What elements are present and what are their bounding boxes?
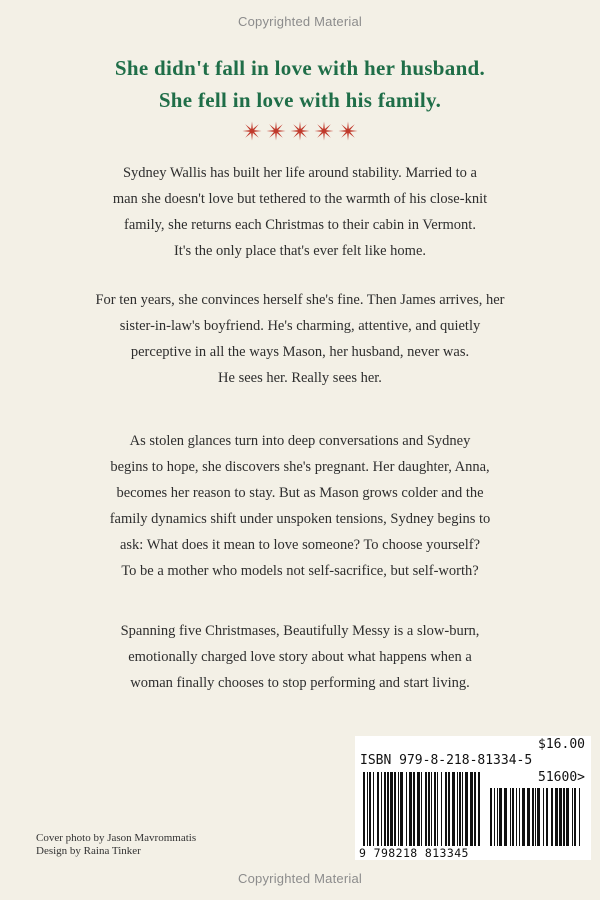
blurb-line: For ten years, she convinces herself she's fine. Then James arrives, her — [95, 292, 505, 308]
blurb-paragraph-1 — [0, 160, 600, 264]
cover-credits — [36, 832, 196, 858]
blurb-line: man she doesn't love but tethered to the warmth of his close-knit — [112, 191, 488, 207]
blurb-line: begins to hope, she discovers she's pregnant. Her daughter, Anna, — [110, 459, 490, 475]
blurb-paragraph-4 — [0, 618, 600, 696]
price-label: $16.00 — [538, 737, 585, 752]
blurb-line: sister-in-law's boyfriend. He's charming, attentive, and quietly — [119, 318, 481, 334]
blurb-line: He sees her. Really sees her. — [218, 370, 382, 386]
photo-credit: Cover photo by Jason Mavrommatis — [36, 832, 197, 844]
blurb-paragraph-2 — [0, 287, 600, 391]
blurb-line: Spanning five Christmases, Beautifully Messy is a slow-burn, — [120, 623, 480, 639]
star-icon — [290, 121, 310, 141]
tagline-line-2: She fell in love with his family. — [158, 88, 442, 112]
blurb-line: ask: What does it mean to love someone? To choose yourself? — [119, 537, 481, 553]
blurb-line: becomes her reason to stay. But as Mason grows colder and the — [116, 485, 484, 501]
tagline-line-1: She didn't fall in love with her husband. — [114, 56, 486, 80]
isbn-barcode — [361, 772, 483, 848]
star-icon — [266, 121, 286, 141]
isbn-label: ISBN 979-8-218-81334-5 — [360, 753, 533, 768]
supplement-code: 51600> — [538, 770, 585, 785]
blurb-paragraph-3 — [0, 428, 600, 584]
star-divider — [0, 121, 600, 141]
blurb-line: As stolen glances turn into deep conversations and Sydney — [129, 433, 471, 449]
star-icon — [314, 121, 334, 141]
blurb-line: family, she returns each Christmas to their cabin in Vermont. — [124, 217, 476, 233]
tagline-headline — [0, 52, 600, 116]
blurb-line: woman finally chooses to stop performing and start living. — [130, 675, 470, 691]
blurb-line: To be a mother who models not self-sacrifice, but self-worth? — [121, 563, 479, 579]
isbn-barcode-panel — [355, 736, 591, 860]
price-supplement-barcode — [488, 788, 584, 848]
copyright-watermark-bottom: Copyrighted Material — [238, 871, 362, 886]
blurb-line: emotionally charged love story about what happens when a — [128, 649, 472, 665]
star-icon — [242, 121, 262, 141]
barcode-digits: 9 798218 813345 — [359, 846, 469, 860]
blurb-line: family dynamics shift under unspoken tensions, Sydney begins to — [109, 511, 491, 527]
design-credit: Design by Raina Tinker — [36, 845, 141, 857]
star-icon — [338, 121, 358, 141]
blurb-line: It's the only place that's ever felt like home. — [173, 243, 427, 259]
copyright-watermark-top: Copyrighted Material — [238, 14, 362, 29]
blurb-line: perceptive in all the ways Mason, her husband, never was. — [130, 344, 470, 360]
blurb-line: Sydney Wallis has built her life around stability. Married to a — [122, 165, 477, 181]
